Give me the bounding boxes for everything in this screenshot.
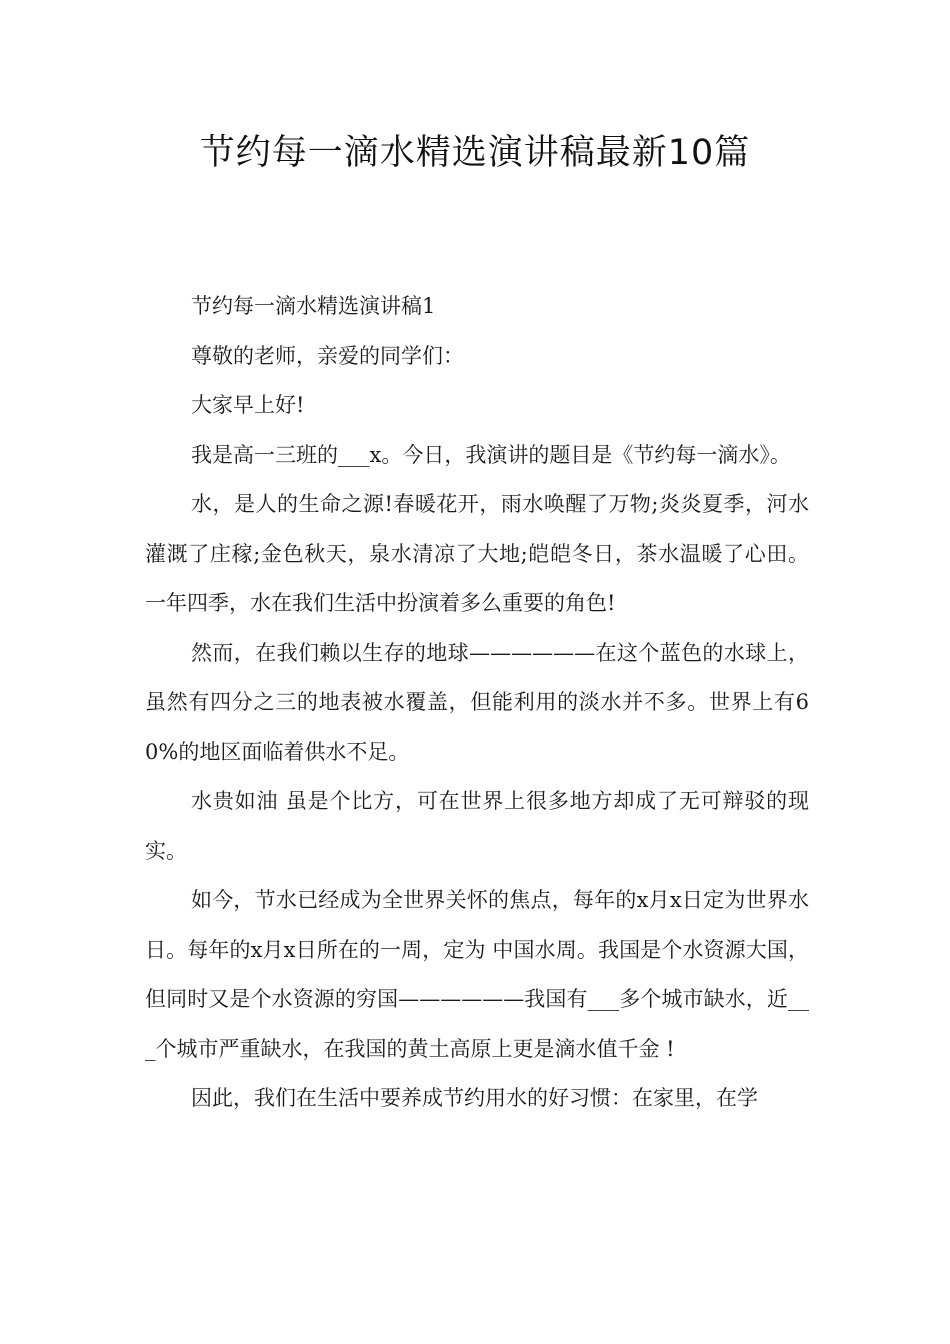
document-body: [145, 282, 809, 1124]
document-title: 节约每一滴水精选演讲稿最新10篇: [199, 133, 751, 173]
water-precious-paragraph: 水贵如油 虽是个比方，可在世界上很多地方却成了无可辩驳的现实。: [145, 789, 809, 863]
speech-heading: 节约每一滴水精选演讲稿1: [191, 294, 436, 318]
water-source-paragraph: 水，是人的生命之源!春暖花开，雨水唤醒了万物;炎炎夏季，河水灌溉了庄稼;金色秋天，泉水清凉了大地;皑皑冬日，茶水温暖了心田。一年四季，水在我们生活中扮演着多么重要的角色!: [145, 492, 809, 615]
earth-water-paragraph: 然而，在我们赖以生存的地球——————在这个蓝色的水球上，虽然有四分之三的地表被水覆盖，但能利用的淡水并不多。世界上有60%的地区面临着供水不足。: [145, 640, 809, 764]
water-day-paragraph: 如今，节水已经成为全世界关怀的焦点，每年的x月x日定为世界水日。每年的x月x日所在的一周，定为 中国水周。我国是个水资源大国，但同时又是个水资源的穷国——————我国有___多个城市缺水，近___个城市严重缺水，在我国的黄土高原上更是滴水值千金 !: [145, 888, 809, 1061]
morning-greeting-paragraph: 大家早上好!: [191, 393, 305, 417]
greeting-paragraph: 尊敬的老师，亲爱的同学们：: [191, 343, 464, 368]
saving-habit-paragraph: 因此，我们在生活中要养成节约用水的好习惯：在家里，在学: [191, 1086, 758, 1110]
introduction-paragraph: 我是高一三班的___x。今日，我演讲的题目是《节约每一滴水》。: [191, 442, 791, 467]
